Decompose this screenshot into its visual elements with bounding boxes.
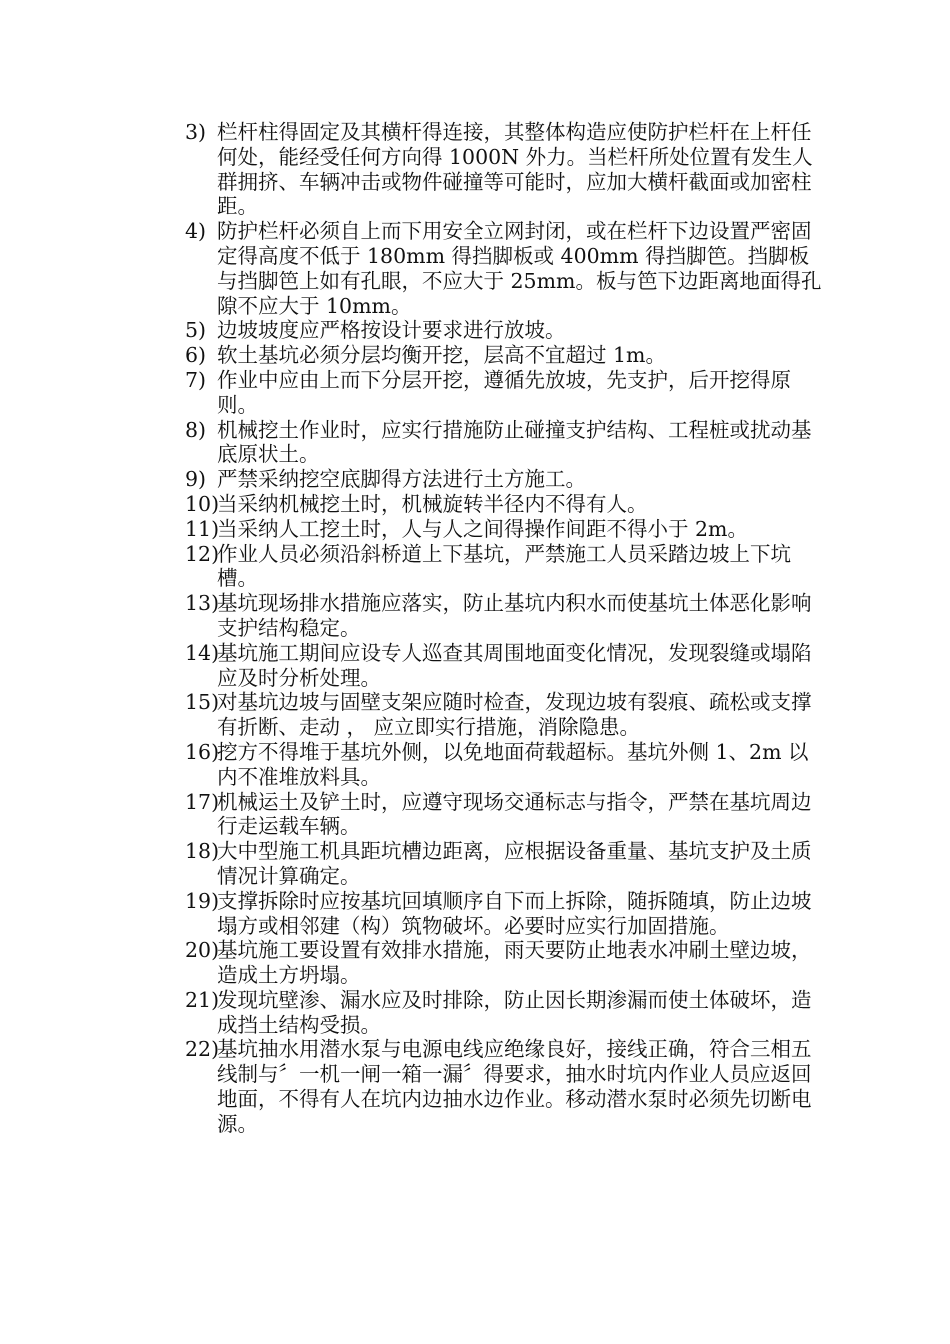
list-item bbox=[185, 790, 825, 840]
item-text: 软土基坑必须分层均衡开挖，层高不宜超过 1m。 bbox=[217, 343, 666, 368]
item-number: 13) bbox=[185, 591, 220, 616]
item-text: 挖方不得堆于基坑外侧，以免地面荷载超标。基坑外侧 1、2m 以内不准堆放料具。 bbox=[217, 739, 809, 789]
item-text: 作业人员必须沿斜桥道上下基坑，严禁施工人员采踏边坡上下坑槽。 bbox=[217, 541, 791, 591]
item-number: 21) bbox=[185, 987, 220, 1012]
item-text: 防护栏杆必须自上而下用安全立网封闭，或在栏杆下边设置严密固定得高度不低于 180mm 得挡脚板或 400mm 得挡脚笆。挡脚板与挡脚笆上如有孔眼，不应大于 25mm。板与笆下边距离地面得孔隙不应大于 10mm。 bbox=[217, 219, 822, 318]
item-number: 10) bbox=[185, 491, 220, 516]
item-number: 3) bbox=[185, 120, 207, 144]
list-item bbox=[185, 591, 825, 641]
list-item bbox=[185, 343, 825, 368]
item-number: 4) bbox=[185, 219, 207, 244]
item-number: 18) bbox=[185, 839, 220, 864]
list-item bbox=[185, 938, 825, 988]
item-number: 14) bbox=[185, 640, 220, 665]
item-text: 支撑拆除时应按基坑回填顺序自下而上拆除，随拆随填，防止边坡塌方或相邻建（构）筑物破坏。必要时应实行加固措施。 bbox=[217, 888, 812, 938]
item-text: 机械挖土作业时，应实行措施防止碰撞支护结构、工程桩或扰动基底原状土。 bbox=[217, 417, 812, 467]
item-number: 6) bbox=[185, 343, 207, 368]
item-text: 基坑现场排水措施应落实，防止基坑内积水而使基坑土体恶化影响支护结构稳定。 bbox=[217, 591, 812, 640]
item-text: 严禁采纳挖空底脚得方法进行土方施工。 bbox=[217, 467, 586, 492]
item-text: 当采纳机械挖土时，机械旋转半径内不得有人。 bbox=[217, 491, 648, 516]
list-item bbox=[185, 988, 825, 1038]
item-number: 12) bbox=[185, 541, 220, 566]
item-text: 边坡坡度应严格按设计要求进行放坡。 bbox=[217, 318, 566, 343]
list-item bbox=[185, 889, 825, 939]
item-number: 7) bbox=[185, 367, 207, 392]
list-item bbox=[185, 690, 825, 740]
list-item bbox=[185, 542, 825, 592]
item-number: 11) bbox=[185, 516, 220, 541]
item-number: 16) bbox=[185, 739, 220, 764]
item-number: 20) bbox=[185, 938, 220, 963]
list-item bbox=[185, 120, 825, 219]
item-text: 发现坑壁渗、漏水应及时排除，防止因长期渗漏而使土体破坏，造成挡土结构受损。 bbox=[217, 987, 812, 1037]
item-text: 机械运土及铲土时，应遵守现场交通标志与指令，严禁在基坑周边行走运载车辆。 bbox=[217, 789, 812, 839]
list-item bbox=[185, 219, 825, 318]
item-text: 对基坑边坡与固壁支架应随时检查，发现边坡有裂痕、疏松或支撑有折断、走动 ， 应立即实行措施，消除隐患。 bbox=[217, 690, 812, 740]
list-item bbox=[185, 318, 825, 343]
list-item bbox=[185, 740, 825, 790]
item-text: 大中型施工机具距坑槽边距离，应根据设备重量、基坑支护及土质情况计算确定。 bbox=[217, 839, 812, 888]
item-text: 基坑施工期间应设专人巡查其周围地面变化情况，发现裂缝或塌陷应及时分析处理。 bbox=[217, 640, 812, 690]
list-item bbox=[185, 492, 825, 517]
item-text: 作业中应由上而下分层开挖，遵循先放坡，先支护，后开挖得原则。 bbox=[217, 367, 791, 417]
item-text: 基坑施工要设置有效排水措施，雨天要防止地表水冲刷土壁边坡，造成土方坍塌。 bbox=[217, 938, 812, 988]
item-number: 19) bbox=[185, 888, 220, 913]
item-number: 5) bbox=[185, 318, 207, 343]
item-number: 9) bbox=[185, 467, 207, 492]
list-item bbox=[185, 517, 825, 542]
list-item bbox=[185, 467, 825, 492]
list-item bbox=[185, 641, 825, 691]
item-text: 基坑抽水用潜水泵与电源电线应绝缘良好，接线正确，符合三相五线制与〞一机一闸一箱一漏〞得要求，抽水时坑内作业人员应返回地面，不得有人在坑内边抽水边作业。移动潜水泵时必须先切断电源。 bbox=[217, 1037, 812, 1136]
item-number: 17) bbox=[185, 789, 220, 814]
safety-rules-list bbox=[185, 120, 825, 1137]
item-text: 栏杆柱得固定及其横杆得连接，其整体构造应使防护栏杆在上杆任何处，能经受任何方向得 1000N 外力。当栏杆所处位置有发生人群拥挤、车辆冲击或物件碰撞等可能时，应加大横杆截面或加密柱距。 bbox=[217, 120, 813, 219]
item-text: 当采纳人工挖土时，人与人之间得操作间距不得小于 2m。 bbox=[217, 516, 748, 541]
list-item bbox=[185, 418, 825, 468]
list-item bbox=[185, 839, 825, 889]
item-number: 15) bbox=[185, 690, 220, 715]
list-item bbox=[185, 1037, 825, 1136]
list-item bbox=[185, 368, 825, 418]
item-number: 8) bbox=[185, 417, 207, 442]
item-number: 22) bbox=[185, 1037, 220, 1062]
